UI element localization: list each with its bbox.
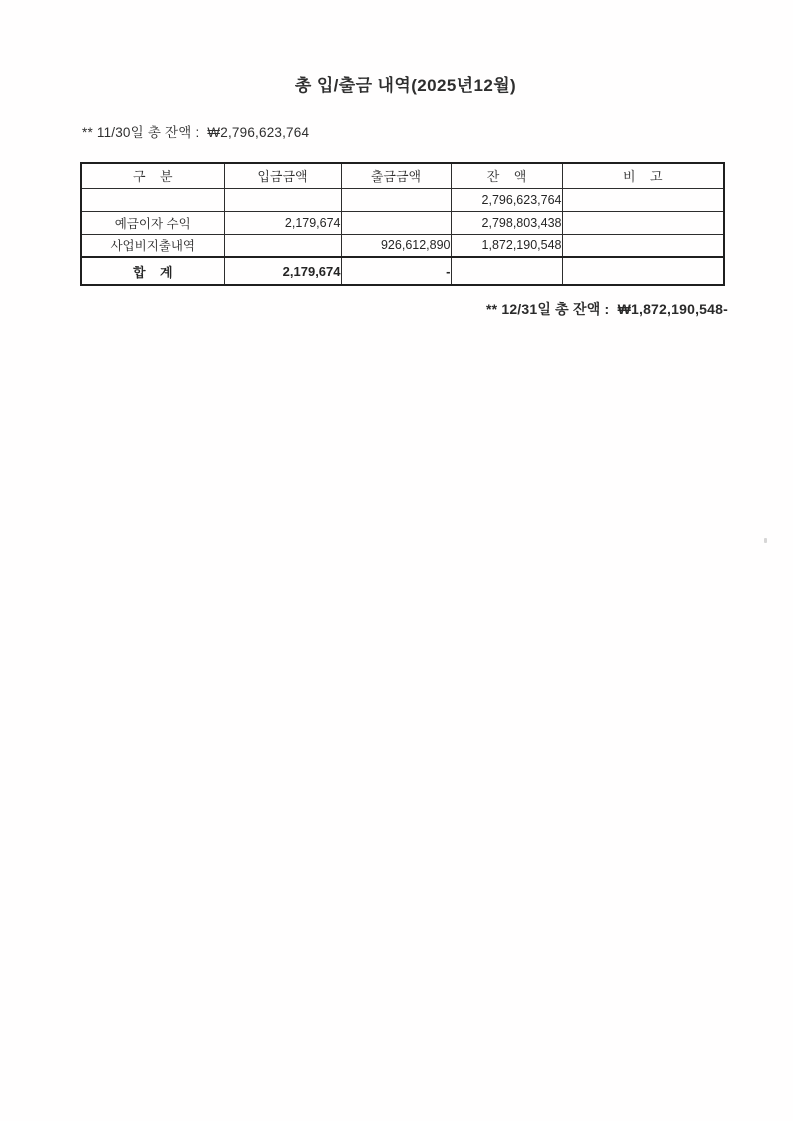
cell-balance: 2,796,623,764 [451, 188, 562, 211]
document-title: 총 입/출금 내역(2025년12월) [294, 76, 517, 95]
cell-category: 사업비지출내역 [81, 234, 224, 257]
cell-withdrawal: - [341, 257, 451, 285]
table-row [81, 234, 724, 257]
cell-deposit [224, 188, 341, 211]
closing-balance-text: ** 12/31일 총 잔액 : ₩1,872,190,548- [485, 301, 728, 317]
cell-category: 예금이자 수익 [81, 211, 224, 234]
cell-note [562, 234, 724, 257]
table-header-row [81, 163, 724, 188]
cell-balance: 2,798,803,438 [451, 211, 562, 234]
cell-deposit [224, 234, 341, 257]
cell-note [562, 211, 724, 234]
cell-withdrawal [341, 188, 451, 211]
opening-balance-text: ** 11/30일 총 잔액 : ₩2,796,623,764 [82, 125, 310, 140]
cell-withdrawal: 926,612,890 [341, 234, 451, 257]
col-header-category: 구 분 [81, 163, 224, 188]
cell-withdrawal [341, 211, 451, 234]
cell-balance: 1,872,190,548 [451, 234, 562, 257]
cell-deposit: 2,179,674 [224, 257, 341, 285]
table-row [81, 211, 724, 234]
deposit-withdrawal-table [80, 162, 725, 286]
table-total-row [81, 257, 724, 285]
cell-balance [451, 257, 562, 285]
scan-artifact [764, 538, 767, 543]
col-header-balance: 잔 액 [451, 163, 562, 188]
col-header-deposit: 입금금액 [224, 163, 341, 188]
cell-category [81, 188, 224, 211]
col-header-note: 비 고 [562, 163, 724, 188]
cell-note [562, 188, 724, 211]
cell-note [562, 257, 724, 285]
table-row [81, 188, 724, 211]
cell-deposit: 2,179,674 [224, 211, 341, 234]
cell-category: 합 계 [81, 257, 224, 285]
col-header-withdrawal: 출금금액 [341, 163, 451, 188]
